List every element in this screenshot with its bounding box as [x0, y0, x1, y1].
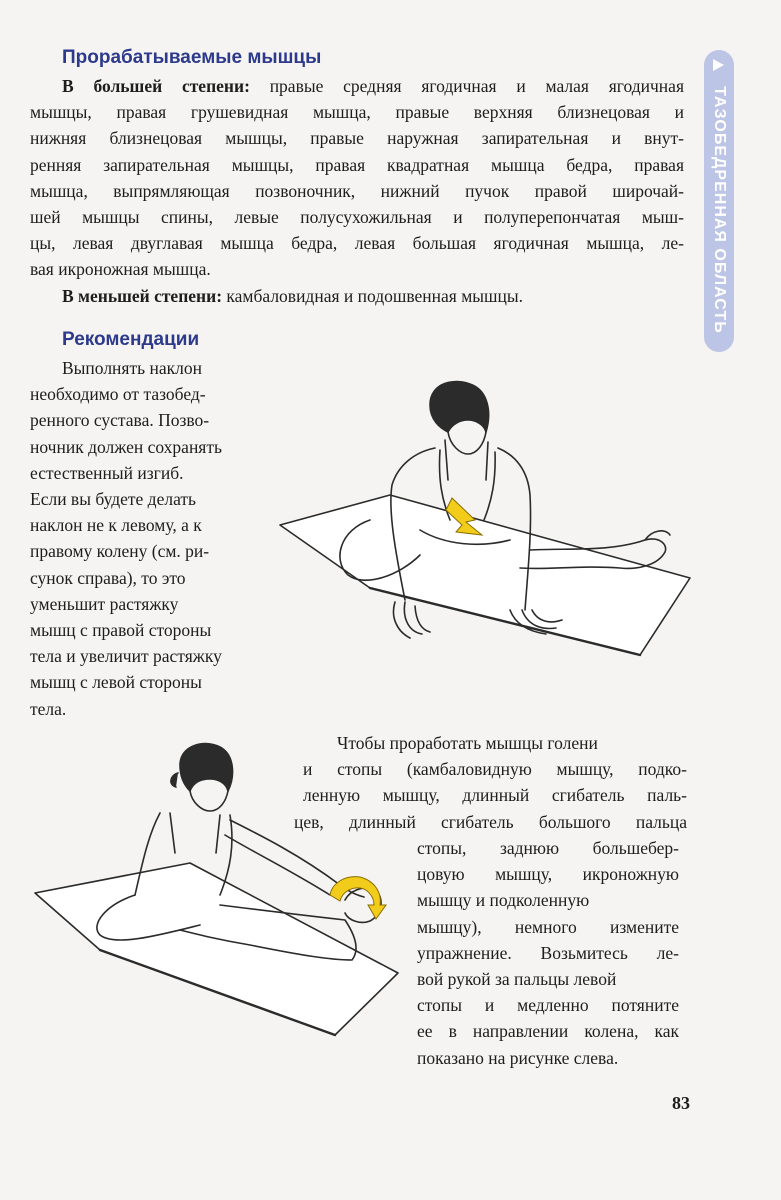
recommendations-heading: Рекомендации	[62, 329, 200, 350]
secondary-label: В меньшей степени:	[62, 285, 223, 306]
variation-line: стопы и медленно потяните	[417, 995, 679, 1016]
curved-arrow-icon	[330, 877, 386, 919]
forward-bend-illustration	[270, 370, 700, 670]
recommendation-line: тела и увеличит растяжку	[30, 646, 222, 667]
secondary-text: камбаловидная и подошвенная мышцы.	[222, 285, 524, 306]
page-number: 83	[672, 1093, 690, 1113]
recommendation-line: тела.	[30, 698, 67, 719]
muscles-line: мышцы, правая грушевидная мышца, правые верхняя близнецовая и	[30, 102, 684, 123]
recommendation-line: сунок справа), то это	[30, 567, 186, 588]
recommendation-line: ночник должен сохранять	[30, 436, 222, 457]
variation-line: показано на рисунке слева.	[417, 1047, 619, 1068]
variation-line: ее в направлении колена, как	[417, 1021, 679, 1042]
triangle-marker-icon	[713, 59, 724, 71]
muscles-secondary-line	[62, 283, 684, 309]
variation-line: Чтобы проработать мышцы голени	[337, 733, 598, 753]
variation-line: ленную мышцу, длинный сгибатель паль-	[303, 785, 687, 806]
variation-paragraph-wide	[294, 730, 687, 835]
recommendation-line: необходимо от тазобед-	[30, 384, 206, 405]
variation-line: мышцу и подколенную	[417, 890, 590, 911]
variation-line: цовую мышцу, икроножную	[417, 864, 679, 885]
muscles-line: цы, левая двуглавая мышца бедра, левая большая ягодичная мышца, ле-	[30, 233, 684, 254]
recommendation-line: уменьшит растяжку	[30, 593, 179, 614]
primary-label: В большей степени:	[62, 76, 250, 96]
muscles-heading: Прорабатываемые мышцы	[62, 47, 322, 68]
section-tab	[704, 50, 734, 352]
muscles-line: нижняя близнецовая мышцы, правые наружная запирательная и внут-	[30, 128, 684, 149]
variation-line: вой рукой за пальцы левой	[417, 969, 617, 990]
recommendation-line: Если вы будете делать	[30, 489, 197, 510]
recommendation-line: правому колену (см. ри-	[30, 541, 210, 562]
recommendation-line: ренного сустава. Позво-	[30, 410, 210, 431]
recommendation-line: мышц с левой стороны	[30, 672, 202, 693]
recommendations-paragraph	[30, 355, 275, 722]
variation-line: упражнение. Возьмитесь ле-	[417, 942, 679, 963]
muscles-line: мышца, выпрямляющая позвоночник, нижний пучок правой широчай-	[30, 180, 684, 201]
variation-line: мышцу), немного измените	[417, 916, 679, 937]
muscles-primary-paragraph	[30, 73, 684, 309]
muscles-line: вая икроножная мышца.	[30, 259, 211, 280]
recommendation-line: мышц с правой стороны	[30, 620, 212, 641]
muscles-line: шей мышцы спины, левые полусухожильная и полуперепончатая мыш-	[30, 207, 684, 228]
primary-text: правые средняя ягодичная и малая ягодичная	[249, 76, 684, 96]
variation-line: и стопы (камбаловидную мышцу, подко-	[303, 759, 687, 780]
recommendation-line: естественный изгиб.	[30, 462, 184, 483]
recommendation-line: наклон не к левому, а к	[30, 515, 202, 536]
variation-line: стопы, заднюю большебер-	[417, 838, 679, 858]
section-tab-label: ТАЗОБЕДРЕННАЯ ОБЛАСТЬ	[711, 86, 728, 334]
variation-paragraph-narrow	[417, 835, 679, 1071]
muscles-line-1	[62, 73, 684, 99]
muscles-line: ренняя запирательная мышцы, правая квадратная мышца бедра, правая	[30, 154, 684, 175]
variation-line: цев, длинный сгибатель большого пальца	[294, 811, 687, 832]
recommendation-line: Выполнять наклон	[62, 358, 202, 378]
